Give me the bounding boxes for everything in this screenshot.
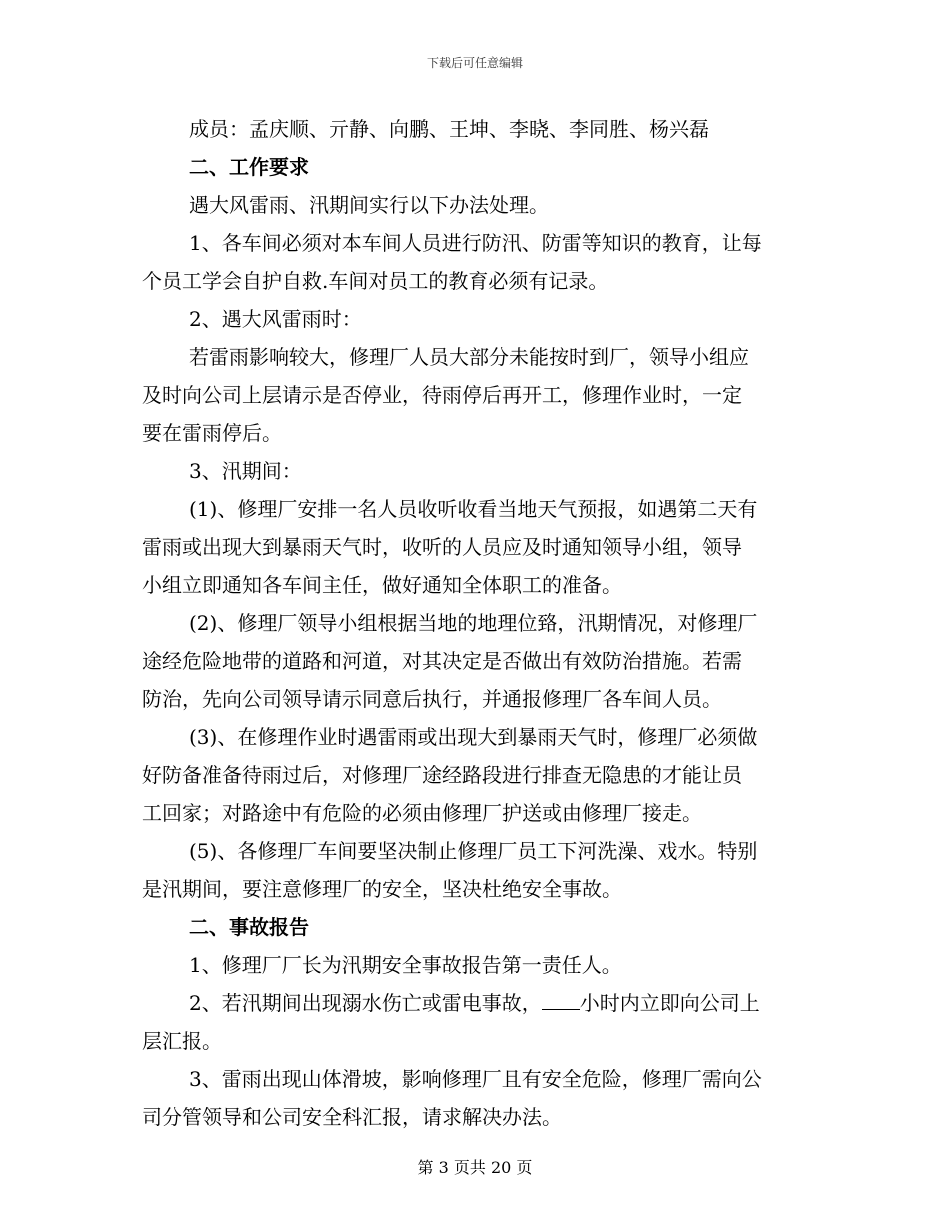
paragraph-line: 是汛期间，要注意修理厂的安全，坚决杜绝安全事故。 xyxy=(142,877,622,901)
members-line: 成员：孟庆顺、亓静、向鹏、王坤、李晓、李同胜、杨兴磊 xyxy=(189,117,709,141)
paragraph-line: 工回家；对路途中有危险的必须由修理厂护送或由修理厂接走。 xyxy=(142,801,702,825)
paragraph-line: (2)、修理厂领导小组根据当地的地理位臵，汛期情况，对修理厂 xyxy=(189,611,758,635)
paragraph-line: 遇大风雷雨、汛期间实行以下办法处理。 xyxy=(189,193,549,217)
paragraph-line: 若雷雨影响较大，修理厂人员大部分未能按时到厂，领导小组应 xyxy=(189,345,749,369)
section-heading-work-requirements: 二、工作要求 xyxy=(189,155,309,179)
fill-in-blank xyxy=(542,991,580,1010)
paragraph-line: 好防备准备待雨过后，对修理厂途经路段进行排查无隐患的才能让员 xyxy=(142,763,742,787)
paragraph-line: 雷雨或出现大到暴雨天气时，收听的人员应及时通知领导小组，领导 xyxy=(142,535,742,559)
paragraph-line: 层汇报。 xyxy=(142,1029,222,1053)
paragraph-line: 1、各车间必须对本车间人员进行防汛、防雷等知识的教育，让每 xyxy=(189,231,762,255)
paragraph-line: (3)、在修理作业时遇雷雨或出现大到暴雨天气时，修理厂必须做 xyxy=(189,725,758,749)
paragraph-line: 要在雷雨停后。 xyxy=(142,421,282,445)
paragraph-line: 3、汛期间： xyxy=(189,459,302,483)
paragraph-line xyxy=(142,984,810,1022)
paragraph-line: 个员工学会自护自救.车间对员工的教育必须有记录。 xyxy=(142,269,609,293)
paragraph-line: 小组立即通知各车间主任，做好通知全体职工的准备。 xyxy=(142,573,622,597)
paragraph-line: 司分管领导和公司安全科汇报，请求解决办法。 xyxy=(142,1105,562,1129)
paragraph-line: 途经危险地带的道路和河道，对其决定是否做出有效防治措施。若需 xyxy=(142,649,742,673)
paragraph-line: (1)、修理厂安排一名人员收听收看当地天气预报，如遇第二天有 xyxy=(189,497,758,521)
text-segment: 2、若汛期间出现溺水伤亡或雷电事故， xyxy=(189,991,542,1015)
paragraph-line: 3、雷雨出现山体滑坡，影响修理厂且有安全危险，修理厂需向公 xyxy=(189,1067,762,1091)
paragraph-line: (5)、各修理厂车间要坚决制止修理厂员工下河洗澡、戏水。特别 xyxy=(189,839,758,863)
page-header: 下载后可任意编辑 xyxy=(426,56,523,70)
section-heading-accident-report: 二、事故报告 xyxy=(189,915,309,939)
paragraph-line: 2、遇大风雷雨时： xyxy=(189,307,362,331)
document-body xyxy=(142,110,810,1136)
paragraph-line: 及时向公司上层请示是否停业，待雨停后再开工，修理作业时，一定 xyxy=(142,383,742,407)
paragraph-line: 防治，先向公司领导请示同意后执行，并通报修理厂各车间人员。 xyxy=(142,687,722,711)
paragraph-line: 1、修理厂厂长为汛期安全事故报告第一责任人。 xyxy=(189,953,622,977)
page-footer: 第 3 页共 20 页 xyxy=(417,1158,533,1177)
text-segment: 小时内立即向公司上 xyxy=(579,991,760,1015)
